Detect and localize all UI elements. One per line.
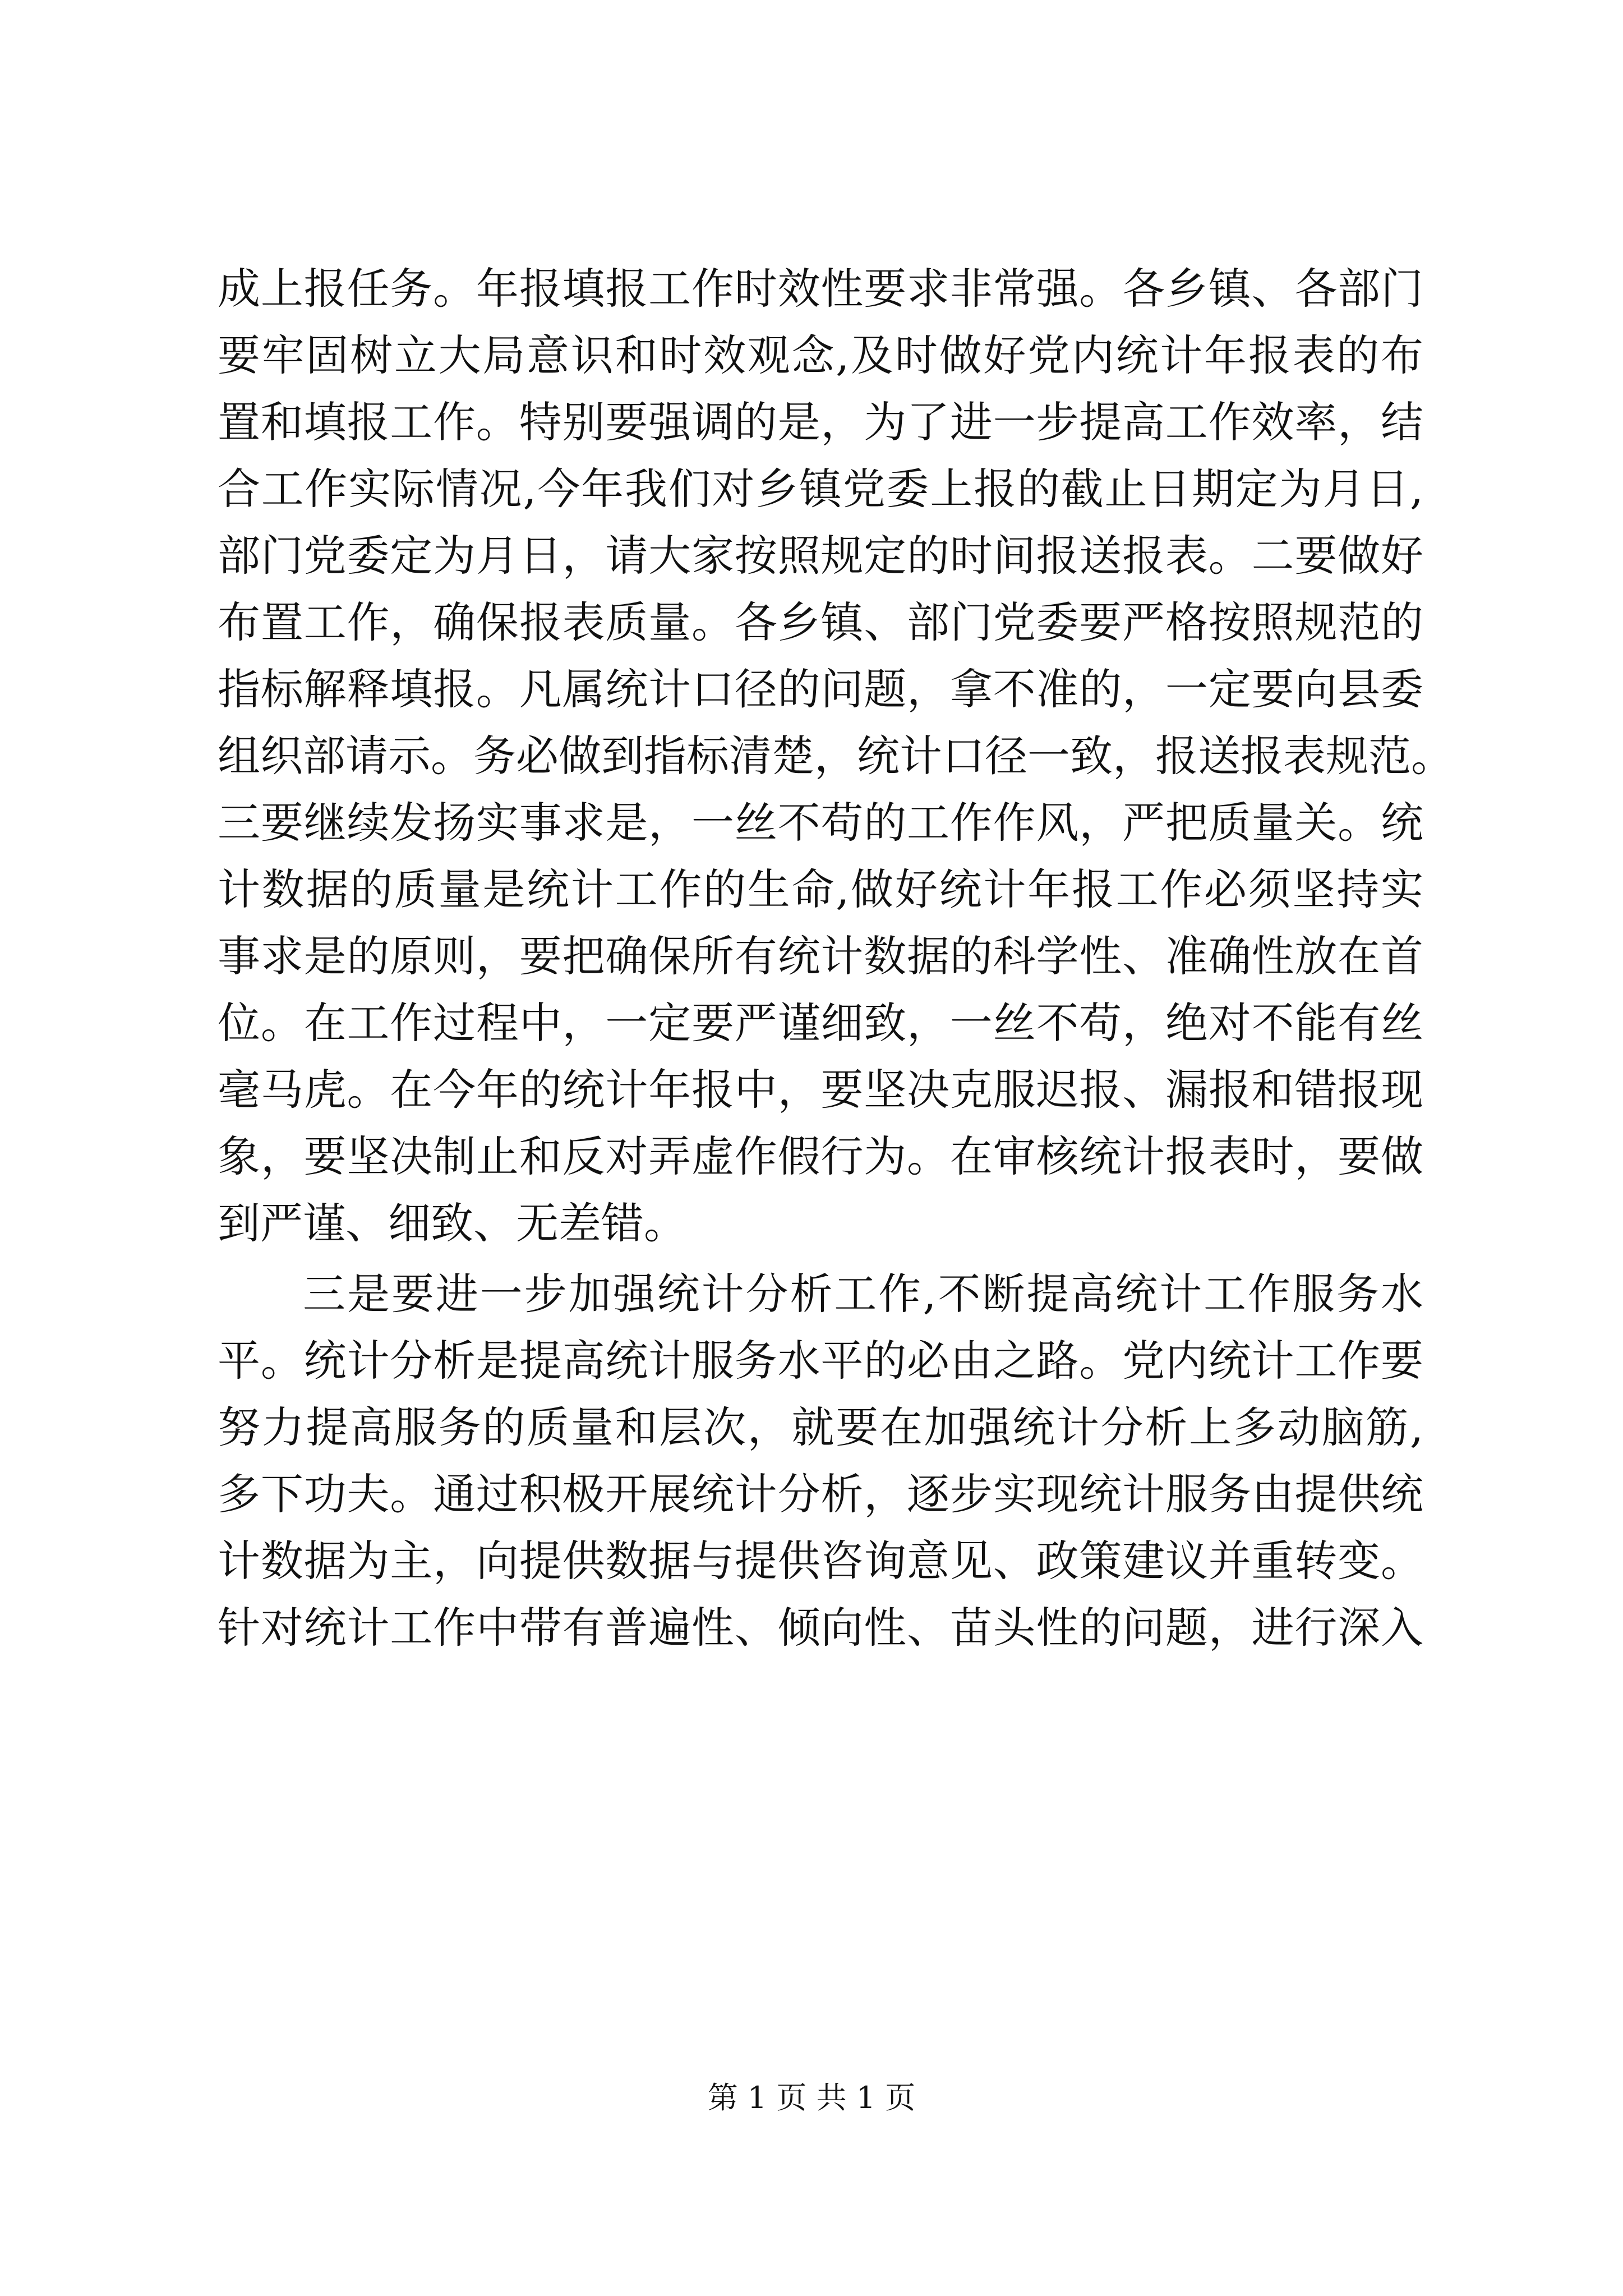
text-line: 针对统计工作中带有普遍性、倾向性、苗头性的问题，进行深入 [218, 1603, 1423, 1653]
text-line: 组织部请示。务必做到指标清楚，统计口径一致，报送报表规范。 [218, 731, 1454, 781]
text-line: 三要继续发扬实事求是，一丝不苟的工作作风，严把质量关。统 [218, 798, 1423, 848]
text-line: 事求是的原则，要把确保所有统计数据的科学性、准确性放在首 [218, 931, 1423, 981]
paragraph [218, 1260, 1423, 1661]
text-line: 位。在工作过程中，一定要严谨细致，一丝不苟，绝对不能有丝 [218, 998, 1423, 1048]
text-line: 计数据为主，向提供数据与提供咨询意见、政策建议并重转变。 [218, 1536, 1423, 1586]
text-line: 努力提高服务的质量和层次，就要在加强统计分析上多动脑筋, [218, 1402, 1423, 1452]
page-number-footer: 第 1 页 共 1 页 [707, 2080, 916, 2115]
text-line: 到严谨、细致、无差错。 [218, 1198, 686, 1248]
text-line: 平。统计分析是提高统计服务水平的必由之路。党内统计工作要 [218, 1336, 1423, 1386]
text-line: 成上报任务。年报填报工作时效性要求非常强。各乡镇、各部门 [218, 264, 1423, 314]
document-body [218, 255, 1454, 1661]
text-line: 部门党委定为月日，请大家按照规定的时间报送报表。二要做好 [218, 531, 1423, 581]
text-line: 三是要进一步加强统计分析工作,不断提高统计工作服务水 [303, 1269, 1423, 1319]
text-line: 象，要坚决制止和反对弄虚作假行为。在审核统计报表时，要做 [218, 1131, 1423, 1181]
text-line: 计数据的质量是统计工作的生命,做好统计年报工作必须坚持实 [218, 864, 1423, 914]
text-line: 要牢固树立大局意识和时效观念,及时做好党内统计年报表的布 [218, 330, 1423, 380]
text-line: 多下功夫。通过积极开展统计分析，逐步实现统计服务由提供统 [218, 1469, 1423, 1519]
text-line: 布置工作，确保报表质量。各乡镇、部门党委要严格按照规范的 [218, 597, 1423, 647]
text-line: 指标解释填报。凡属统计口径的问题，拿不准的，一定要向县委 [218, 664, 1423, 714]
paragraph-spacer [218, 1257, 1423, 1260]
text-line: 毫马虎。在今年的统计年报中，要坚决克服迟报、漏报和错报现 [218, 1065, 1423, 1115]
text-line: 置和填报工作。特别要强调的是，为了进一步提高工作效率，结 [218, 397, 1423, 447]
text-line: 合工作实际情况,今年我们对乡镇党委上报的截止日期定为月日, [218, 464, 1423, 514]
paragraph [218, 255, 1454, 1257]
